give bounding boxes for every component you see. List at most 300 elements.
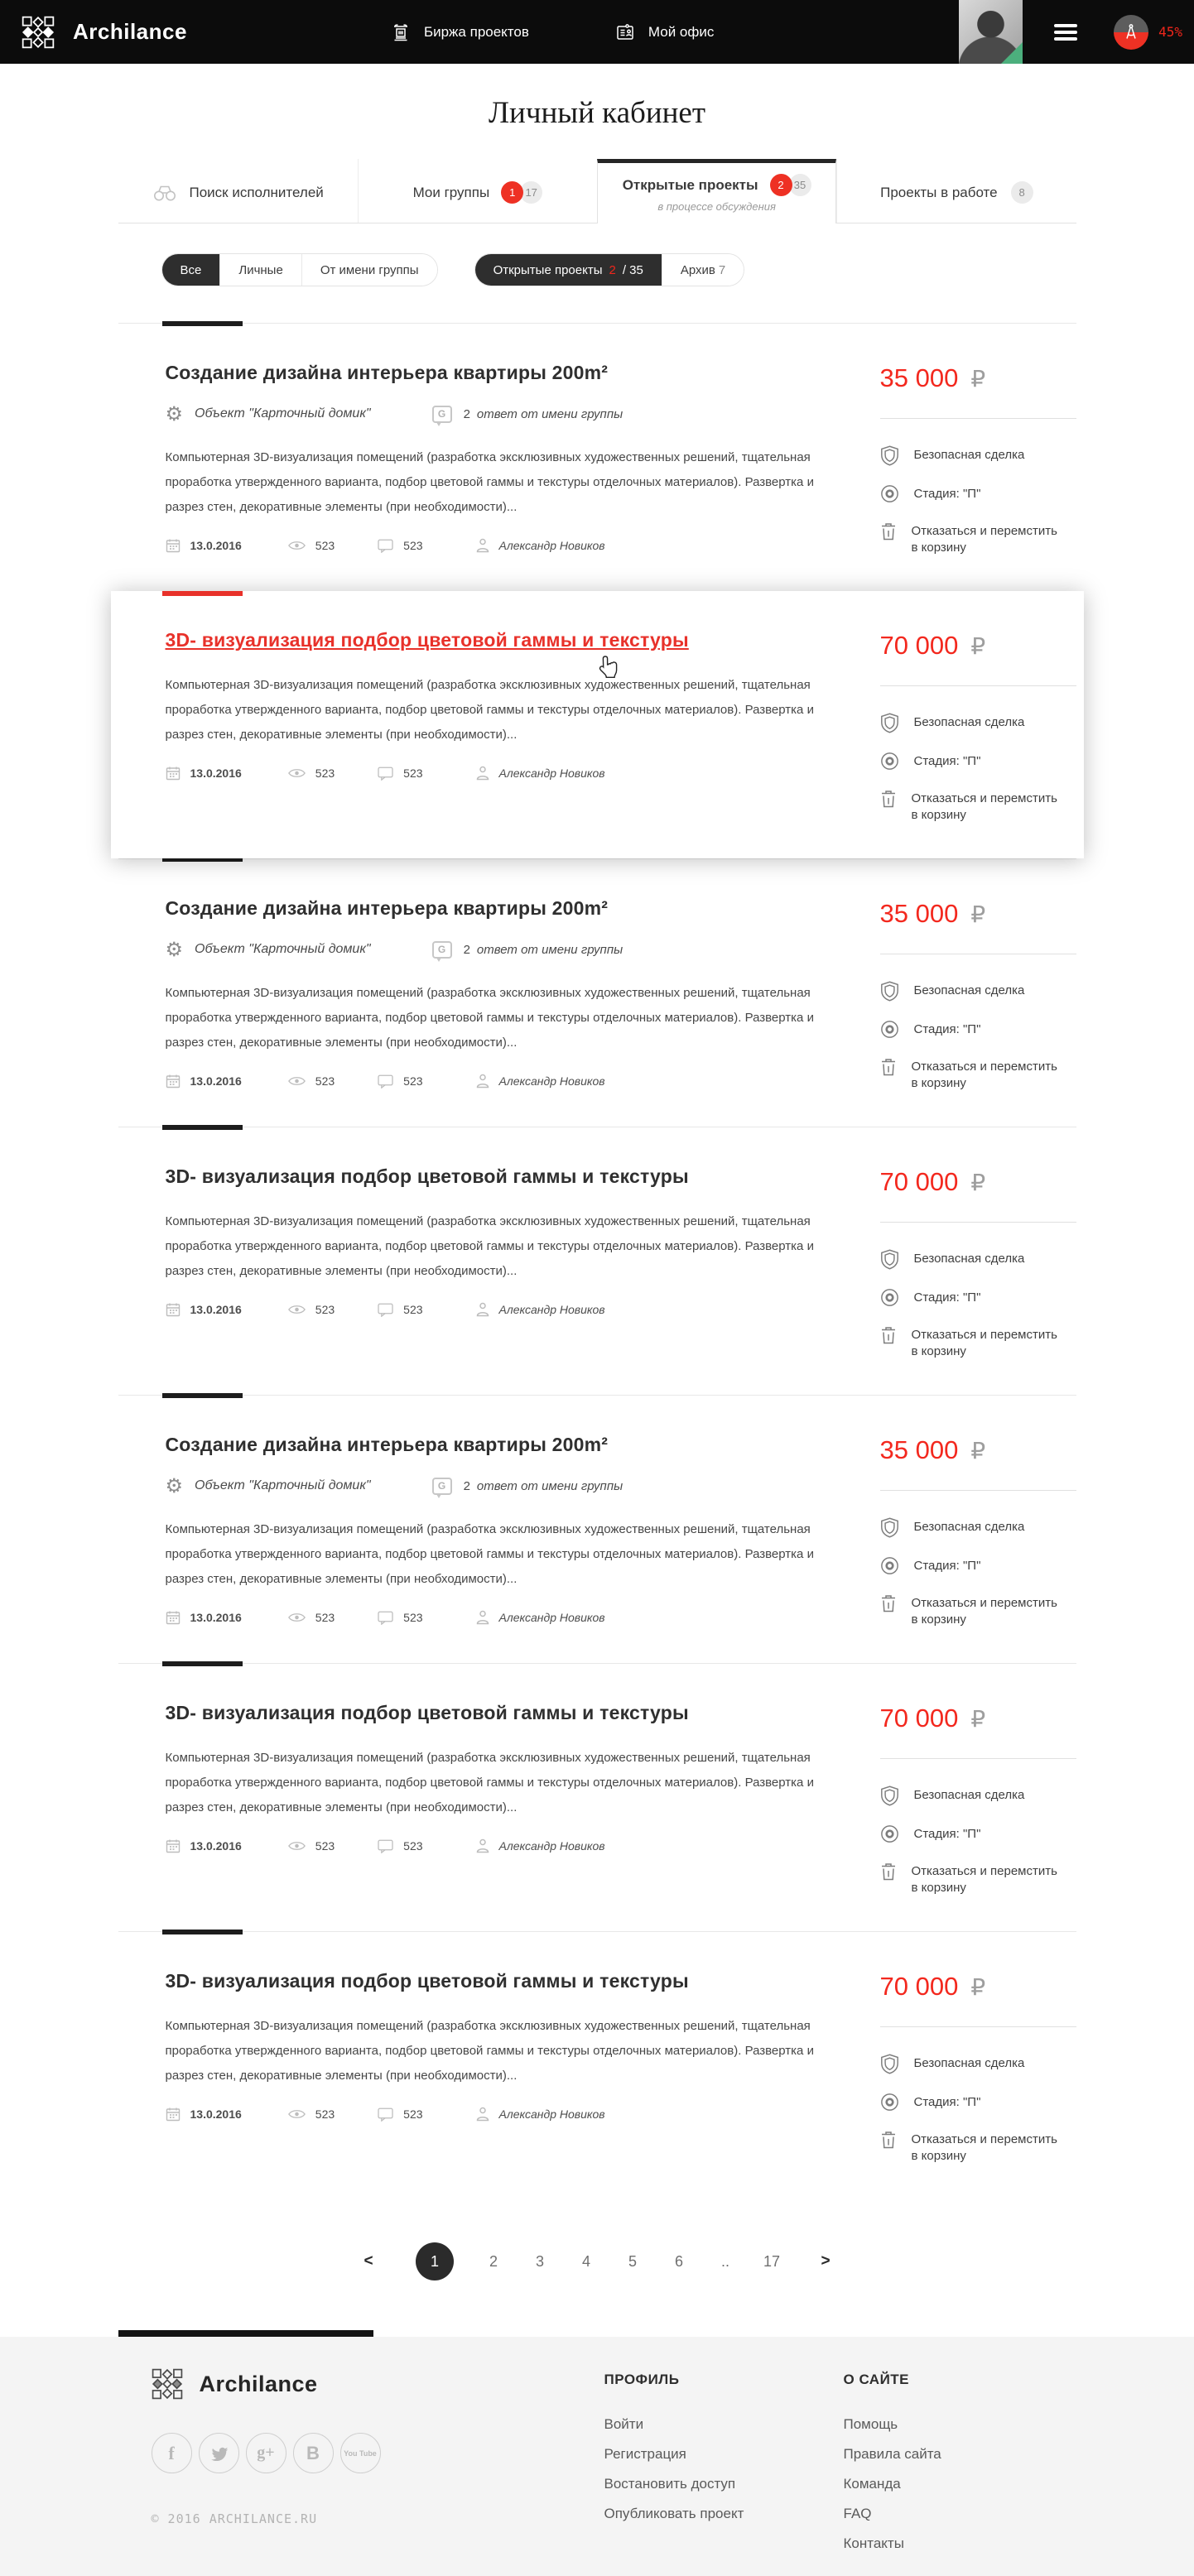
stage-label: Стадия: "П"	[913, 1827, 981, 1841]
views-value: 523	[315, 1303, 335, 1316]
date-value: 13.0.2016	[190, 767, 242, 780]
card-top-dash	[162, 1930, 243, 1934]
views-item	[288, 1303, 335, 1316]
author-item[interactable]	[476, 766, 605, 781]
shield-icon	[880, 1517, 899, 1538]
header-right	[959, 0, 1194, 64]
ruble-sign: ₽	[970, 365, 986, 392]
replies-label: ответ от имени группы	[476, 1478, 623, 1493]
safe-deal-row	[880, 713, 1076, 733]
project-description: Компьютерная 3D-визуализация помещений (разработка эксклюзивных художественных решений, тщательная проработка утвержденного варианта, подбор цветовой гаммы и текстуры отделочных материалов). Развертка и разрез стен, декоративные элементы (при необходимости)...	[165, 1214, 814, 1278]
target-icon	[880, 1020, 899, 1039]
group-reply-bubble-icon: G	[432, 406, 452, 423]
stage-row	[880, 1020, 1076, 1039]
footer	[0, 2337, 1194, 2576]
project-meta-row	[166, 940, 829, 959]
discard-action[interactable]	[880, 521, 1076, 556]
rating-badge[interactable]	[1114, 15, 1148, 50]
comment-icon	[378, 1611, 393, 1625]
header-nav	[187, 22, 714, 42]
stage-row	[880, 1288, 1076, 1307]
author-item[interactable]	[476, 1074, 605, 1089]
ruble-sign: ₽	[970, 1169, 986, 1196]
pagination-page-2[interactable]: 2	[489, 2252, 498, 2270]
footer-column-title: ПРОФИЛЬ	[604, 2372, 680, 2387]
comments-item	[378, 1303, 422, 1317]
top-header	[0, 0, 1194, 64]
divider	[880, 1758, 1076, 1759]
date-item	[166, 2107, 242, 2122]
views-item	[288, 1839, 335, 1853]
eye-icon	[288, 540, 306, 551]
discard-action[interactable]	[880, 789, 1076, 824]
project-card	[118, 1663, 1076, 1931]
views-value: 523	[315, 2107, 335, 2121]
project-title-link[interactable]: 3D- визуализация подбор цветовой гаммы и текстуры	[165, 1970, 689, 1992]
discard-action[interactable]	[880, 1593, 1076, 1628]
stage-label: Стадия: "П"	[913, 2095, 981, 2109]
shield-icon	[880, 1785, 899, 1806]
discard-label: Отказаться и перемстить в корзину	[911, 1864, 1057, 1895]
pagination-next[interactable]: >	[821, 2252, 831, 2270]
discard-action[interactable]	[880, 1057, 1076, 1092]
discard-label: Отказаться и перемстить в корзину	[911, 1328, 1057, 1358]
pagination-page-3[interactable]: 3	[535, 2252, 544, 2270]
project-title-link[interactable]: 3D- визуализация подбор цветовой гаммы и текстуры	[165, 1165, 689, 1187]
tab-my-groups[interactable]	[358, 159, 597, 223]
user-avatar[interactable]	[959, 0, 1023, 64]
shield-icon	[880, 2054, 899, 2074]
person-icon	[476, 766, 489, 781]
divider	[880, 685, 1076, 686]
safe-deal-label: Безопасная сделка	[913, 1520, 1025, 1534]
person-icon	[476, 1610, 489, 1625]
safe-deal-row	[880, 1785, 1076, 1806]
divider	[880, 1222, 1076, 1223]
copyright: © 2016 ARCHILANCE.RU	[151, 2511, 318, 2526]
discard-label: Отказаться и перемстить в корзину	[911, 791, 1057, 822]
calendar-icon	[166, 1838, 181, 1853]
divider	[880, 2026, 1076, 2027]
stage-label: Стадия: "П"	[913, 1559, 981, 1573]
eye-icon	[288, 1075, 306, 1087]
project-price	[880, 899, 1076, 929]
id-card-icon	[615, 22, 635, 42]
stage-label: Стадия: "П"	[913, 1022, 981, 1036]
replies-count: 2	[463, 1478, 470, 1493]
project-description: Компьютерная 3D-визуализация помещений (разработка эксклюзивных художественных решений, тщательная проработка утвержденного варианта, подбор цветовой гаммы и текстуры отделочных материалов). Развертка и разрез стен, декоративные элементы (при необходимости)...	[165, 1522, 814, 1586]
google-plus-icon[interactable]: g+	[246, 2433, 286, 2473]
footer-link[interactable]: Команда	[843, 2476, 901, 2492]
tab-badge-total: 17	[520, 181, 542, 204]
person-icon	[476, 2107, 489, 2122]
ruble-sign: ₽	[970, 1437, 986, 1464]
project-footer-row	[166, 1838, 829, 1853]
trash-icon	[880, 1862, 897, 1882]
safe-deal-row	[880, 445, 1076, 466]
safe-deal-row	[880, 981, 1076, 1002]
date-value: 13.0.2016	[190, 1074, 242, 1088]
target-icon	[880, 2093, 899, 2112]
shield-icon	[880, 713, 899, 733]
filter-count-new: 2	[609, 262, 616, 277]
tab-label: Проекты в работе	[880, 184, 998, 200]
filter-group-status	[474, 253, 745, 286]
shield-icon	[880, 1249, 899, 1270]
project-card	[118, 323, 1076, 591]
project-title-link[interactable]: Создание дизайна интерьера квартиры 200m²	[165, 1434, 609, 1455]
ruble-sign: ₽	[970, 901, 986, 928]
trash-icon	[880, 1593, 897, 1613]
pagination-page-4[interactable]: 4	[581, 2252, 590, 2270]
author-name: Александр Новиков	[498, 1611, 605, 1624]
author-name: Александр Новиков	[498, 767, 605, 780]
price-value: 35 000	[879, 899, 959, 928]
divider	[880, 1490, 1076, 1491]
project-price	[880, 363, 1076, 393]
project-card	[118, 858, 1076, 1127]
footer-link[interactable]: Востановить доступ	[604, 2476, 736, 2492]
trash-icon	[880, 1057, 897, 1077]
project-card	[118, 1931, 1076, 2199]
footer-link[interactable]: Помощь	[843, 2416, 898, 2432]
footer-link[interactable]: Опубликовать проект	[604, 2506, 744, 2521]
project-footer-row	[166, 766, 829, 781]
pagination-page-5[interactable]: 5	[628, 2252, 637, 2270]
project-meta-row	[166, 1476, 829, 1496]
footer-column-title: О САЙТЕ	[843, 2372, 910, 2387]
discard-label: Отказаться и перемстить в корзину	[911, 1060, 1057, 1090]
author-name: Александр Новиков	[498, 1303, 605, 1316]
tab-badge-new: 1	[501, 181, 523, 204]
drafting-compass-icon	[1121, 22, 1141, 42]
target-icon	[880, 1824, 899, 1843]
project-card	[111, 591, 1084, 858]
project-description: Компьютерная 3D-визуализация помещений (разработка эксклюзивных художественных решений, тщательная проработка утвержденного варианта, подбор цветовой гаммы и текстуры отделочных материалов). Развертка и разрез стен, декоративные элементы (при необходимости)...	[165, 450, 814, 514]
trash-icon	[880, 789, 897, 809]
footer-link[interactable]: Правила сайта	[843, 2446, 941, 2462]
discard-action[interactable]	[880, 2130, 1076, 2165]
card-top-dash	[162, 591, 243, 596]
project-footer-row	[166, 1074, 829, 1089]
tabs-bar	[118, 159, 1076, 223]
profile-progress-percent: 45%	[1158, 24, 1182, 40]
target-icon	[880, 752, 899, 771]
author-name: Александр Новиков	[498, 1074, 605, 1088]
safe-deal-label: Безопасная сделка	[913, 1252, 1025, 1266]
author-item[interactable]	[476, 1610, 605, 1625]
ruble-sign: ₽	[970, 1973, 986, 2001]
price-value: 70 000	[879, 1972, 959, 2001]
person-icon	[476, 1838, 489, 1853]
comments-item	[378, 1074, 422, 1089]
discard-action[interactable]	[880, 1862, 1076, 1896]
archilance-logo-icon	[152, 2368, 183, 2400]
pagination-page-1[interactable]: 1	[416, 2242, 454, 2280]
tab-badge-new: 2	[770, 174, 792, 196]
views-item	[288, 539, 335, 552]
safe-deal-label: Безопасная сделка	[913, 983, 1025, 997]
tab-open-projects[interactable]	[597, 159, 836, 223]
project-meta-row	[166, 404, 829, 424]
stage-label: Стадия: "П"	[913, 487, 981, 501]
target-icon	[880, 484, 899, 503]
comments-value: 523	[403, 1303, 423, 1316]
replies-count: 2	[463, 406, 470, 421]
date-value: 13.0.2016	[190, 539, 242, 552]
footer-column-profile	[604, 2372, 744, 2529]
footer-link[interactable]: Регистрация	[604, 2446, 686, 2462]
calendar-icon	[166, 1302, 181, 1317]
comments-item	[378, 539, 422, 553]
tab-label: Поиск исполнителей	[189, 184, 324, 200]
safe-deal-label: Безопасная сделка	[913, 448, 1025, 462]
stage-row	[880, 484, 1076, 503]
views-value: 523	[315, 1839, 335, 1853]
binoculars-icon	[153, 184, 176, 202]
calendar-icon	[166, 2107, 181, 2122]
card-top-dash	[162, 1393, 243, 1398]
views-value: 523	[315, 539, 335, 552]
archilance-logo-icon	[22, 16, 55, 49]
replies-label: ответ от имени группы	[476, 942, 623, 957]
footer-link[interactable]: Контакты	[843, 2535, 904, 2551]
author-item[interactable]	[476, 538, 605, 553]
pagination-ellipsis[interactable]: ..	[720, 2252, 729, 2270]
card-top-dash	[162, 1125, 243, 1130]
comments-value: 523	[403, 1839, 423, 1853]
views-value: 523	[315, 767, 335, 780]
calendar-icon	[166, 766, 181, 781]
comments-item	[378, 1611, 422, 1625]
comment-icon	[378, 767, 393, 781]
comment-icon	[378, 539, 393, 553]
brand-logo[interactable]	[22, 16, 187, 49]
comment-icon	[378, 1303, 393, 1317]
filter-count-total: 7	[718, 262, 726, 277]
trash-icon	[880, 521, 897, 541]
project-object-label: Объект "Карточный домик"	[195, 406, 371, 421]
calendar-icon	[166, 538, 181, 553]
safe-deal-label: Безопасная сделка	[913, 2056, 1025, 2070]
views-item	[288, 767, 335, 780]
price-value: 35 000	[879, 1435, 959, 1464]
safe-deal-row	[880, 1517, 1076, 1538]
gear-icon: ⚙	[165, 402, 184, 425]
person-icon	[476, 538, 489, 553]
project-title-link[interactable]: Создание дизайна интерьера квартиры 200m²	[165, 362, 609, 383]
tab-projects-in-progress[interactable]	[836, 159, 1076, 223]
target-icon	[880, 1288, 899, 1307]
comment-icon	[378, 2107, 393, 2122]
price-value: 35 000	[879, 363, 959, 392]
tab-badge-total: 8	[1011, 181, 1033, 204]
project-price	[880, 1704, 1076, 1733]
stage-row	[880, 1824, 1076, 1843]
price-value: 70 000	[879, 631, 959, 660]
trash-icon	[880, 2130, 897, 2150]
footer-link[interactable]: Войти	[604, 2416, 644, 2432]
pagination-page-17[interactable]: 17	[763, 2252, 781, 2270]
eye-icon	[288, 767, 306, 779]
footer-logo[interactable]	[152, 2368, 388, 2400]
divider	[880, 418, 1076, 419]
discard-label: Отказаться и перемстить в корзину	[911, 524, 1057, 555]
tab-label: Мои группы	[412, 184, 490, 200]
project-title-link[interactable]: 3D- визуализация подбор цветовой гаммы и текстуры	[165, 629, 689, 651]
comments-value: 523	[403, 2107, 423, 2121]
card-top-dash	[162, 1661, 243, 1666]
nav-item-my-office[interactable]	[615, 22, 714, 42]
eye-icon	[288, 2108, 306, 2120]
person-icon	[476, 1302, 489, 1317]
comments-item	[378, 2107, 422, 2122]
comments-value: 523	[403, 767, 423, 780]
views-item	[288, 1611, 335, 1624]
footer-brand-name: Archilance	[199, 2371, 318, 2396]
comments-value: 523	[403, 1074, 423, 1088]
project-card	[118, 1395, 1076, 1663]
views-value: 523	[315, 1074, 335, 1088]
stage-row	[880, 752, 1076, 771]
brand-name: Archilance	[73, 19, 187, 44]
footer-column-about	[844, 2372, 941, 2559]
views-item	[288, 1074, 335, 1088]
date-value: 13.0.2016	[190, 1839, 242, 1853]
column-icon	[391, 22, 411, 42]
project-title-link[interactable]: 3D- визуализация подбор цветовой гаммы и текстуры	[165, 1702, 689, 1723]
shield-icon	[880, 981, 899, 1002]
comment-icon	[378, 1074, 393, 1089]
discard-action[interactable]	[880, 1325, 1076, 1360]
eye-icon	[288, 1304, 306, 1315]
target-icon	[880, 1556, 899, 1575]
date-item	[166, 1610, 242, 1625]
replies-count: 2	[463, 942, 470, 957]
pagination-prev[interactable]: <	[363, 2252, 373, 2270]
group-reply-bubble-icon: G	[432, 941, 452, 959]
footer-link[interactable]: FAQ	[843, 2506, 872, 2521]
safe-deal-label: Безопасная сделка	[913, 1788, 1025, 1802]
filter-count-total: / 35	[622, 262, 643, 277]
project-description: Компьютерная 3D-визуализация помещений (разработка эксклюзивных художественных решений, тщательная проработка утвержденного варианта, подбор цветовой гаммы и текстуры отделочных материалов). Развертка и разрез стен, декоративные элементы (при необходимости)...	[165, 2019, 814, 2083]
safe-deal-row	[880, 2054, 1076, 2074]
tab-label: Открытые проекты	[622, 176, 758, 193]
filter-personal[interactable]: Личные	[219, 254, 301, 286]
project-footer-row	[166, 538, 829, 553]
filter-on-behalf-of-group[interactable]: От имени группы	[301, 254, 437, 286]
eye-icon	[288, 1840, 306, 1852]
ruble-sign: ₽	[970, 1705, 986, 1733]
author-item[interactable]	[476, 1302, 605, 1317]
hamburger-menu-icon[interactable]	[1054, 24, 1077, 41]
stage-label: Стадия: "П"	[913, 754, 981, 768]
author-name: Александр Новиков	[498, 539, 605, 552]
project-title-link[interactable]: Создание дизайна интерьера квартиры 200m²	[165, 897, 609, 919]
ruble-sign: ₽	[970, 632, 986, 660]
project-price	[880, 1167, 1076, 1197]
tab-subtitle: в процессе обсуждения	[657, 200, 776, 213]
eye-icon	[288, 1612, 306, 1623]
project-footer-row	[166, 1610, 829, 1625]
price-value: 70 000	[879, 1704, 959, 1733]
date-value: 13.0.2016	[190, 2107, 242, 2121]
project-footer-row	[166, 1302, 829, 1317]
author-name: Александр Новиков	[498, 2107, 605, 2121]
date-item	[166, 538, 242, 553]
gear-icon: ⚙	[165, 1474, 184, 1497]
behance-icon[interactable]: B	[293, 2433, 334, 2473]
page-title: Личный кабинет	[488, 96, 706, 130]
project-object-label: Объект "Карточный домик"	[195, 1478, 371, 1492]
project-object-label: Объект "Карточный домик"	[195, 942, 371, 956]
date-value: 13.0.2016	[190, 1611, 242, 1624]
person-icon	[476, 1074, 489, 1089]
discard-label: Отказаться и перемстить в корзину	[911, 2132, 1057, 2163]
trash-icon	[880, 1325, 897, 1345]
comments-value: 523	[403, 539, 423, 552]
nav-label: Биржа проектов	[423, 23, 529, 40]
views-value: 523	[315, 1611, 335, 1624]
safe-deal-row	[880, 1249, 1076, 1270]
filters-row	[118, 223, 1076, 323]
stage-row	[880, 1556, 1076, 1575]
calendar-icon	[166, 1610, 181, 1625]
stage-label: Стадия: "П"	[913, 1290, 981, 1305]
filter-open-projects[interactable]: Открытые проекты 2 / 35	[475, 254, 662, 286]
nav-item-exchange[interactable]	[391, 22, 529, 42]
twitter-icon[interactable]	[199, 2433, 239, 2473]
tab-search-performers[interactable]	[118, 159, 358, 223]
youtube-icon[interactable]: You Tube	[340, 2433, 381, 2473]
nav-label: Мой офис	[648, 23, 715, 40]
gear-icon: ⚙	[165, 938, 184, 961]
pagination	[118, 2199, 1076, 2330]
project-price	[880, 631, 1076, 661]
comments-value: 523	[403, 1611, 423, 1624]
author-item[interactable]	[476, 2107, 605, 2122]
group-reply-bubble-icon: G	[432, 1478, 452, 1495]
views-item	[288, 2107, 335, 2121]
pagination-page-6[interactable]: 6	[674, 2252, 683, 2270]
social-links	[152, 2433, 388, 2473]
project-price	[880, 1972, 1076, 2002]
project-description: Компьютерная 3D-визуализация помещений (разработка эксклюзивных художественных решений, тщательная проработка утвержденного варианта, подбор цветовой гаммы и текстуры отделочных материалов). Развертка и разрез стен, декоративные элементы (при необходимости)...	[165, 1751, 814, 1814]
shield-icon	[880, 445, 899, 466]
facebook-icon[interactable]: f	[152, 2433, 192, 2473]
bottom-progress-bar	[118, 2330, 373, 2337]
price-value: 70 000	[879, 1167, 959, 1196]
discard-label: Отказаться и перемстить в корзину	[911, 1596, 1057, 1627]
date-value: 13.0.2016	[190, 1303, 242, 1316]
replies-label: ответ от имени группы	[476, 406, 623, 421]
tab-badge-total: 35	[789, 174, 811, 196]
footer-brand	[152, 2368, 388, 2526]
author-name: Александр Новиков	[498, 1839, 605, 1853]
comment-icon	[378, 1839, 393, 1853]
project-footer-row	[166, 2107, 829, 2122]
project-description: Компьютерная 3D-визуализация помещений (разработка эксклюзивных художественных решений, тщательная проработка утвержденного варианта, подбор цветовой гаммы и текстуры отделочных материалов). Развертка и разрез стен, декоративные элементы (при необходимости)...	[165, 986, 814, 1050]
comments-item	[378, 1839, 422, 1853]
filter-archive[interactable]: Архив 7	[662, 254, 744, 286]
filter-group-ownership	[161, 253, 438, 286]
filter-all[interactable]: Все	[162, 254, 220, 286]
card-top-dash	[162, 321, 243, 326]
project-card	[118, 1127, 1076, 1395]
project-price	[880, 1435, 1076, 1465]
safe-deal-label: Безопасная сделка	[913, 715, 1025, 729]
author-item[interactable]	[476, 1838, 605, 1853]
